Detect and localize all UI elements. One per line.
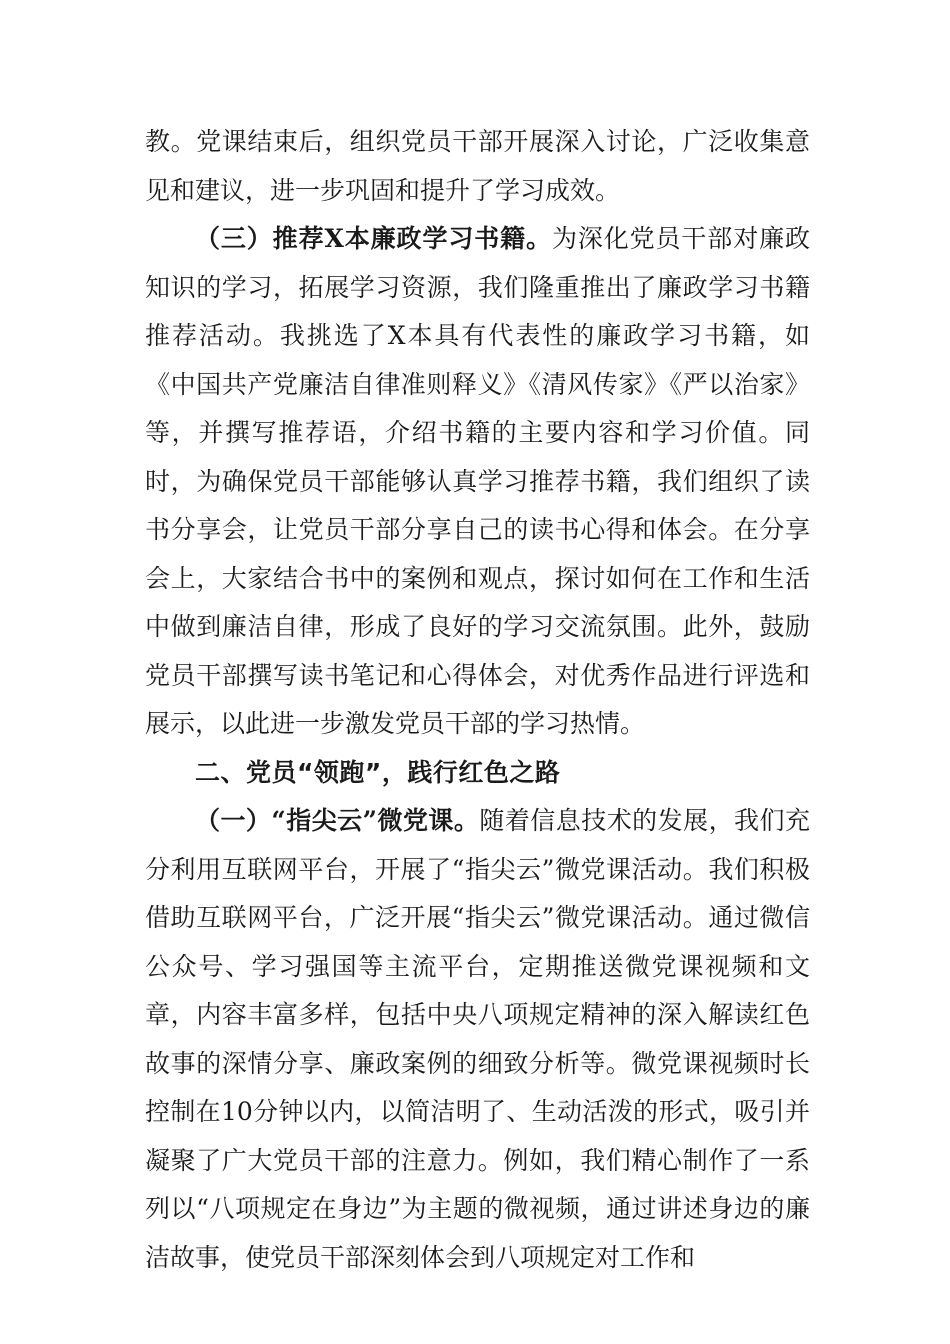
paragraph-text: 教。党课结束后，组织党员干部开展深入讨论，广泛收集意见和建议，进一步巩固和提升了学习成效。 — [145, 127, 810, 205]
paragraph-book-recommendation — [145, 215, 810, 749]
section-heading: 二、党员“领跑”，践行红色之路 — [195, 757, 561, 787]
document-body — [145, 118, 810, 1282]
paragraph-text: 随着信息技术的发展，我们充分利用互联网平台，开展了“指尖云”微党课活动。我们积极借助互联网平台，广泛开展“指尖云”微党课活动。通过微信公众号、学习强国等主流平台，定期推送微党课视频和文章，内容丰富多样，包括中央八项规定精神的深入解读红色故事的深情分享、廉政案例的细致分析等。微党课视频时长控制在10分钟以内，以简洁明了、生动活泼的形式，吸引并凝聚了广大党员干部的注意力。例如，我们精心制作了一系列以“八项规定在身边”为主题的微视频，通过讲述身边的廉洁故事，使党员干部深刻体会到八项规定对工作和 — [145, 806, 810, 1272]
subsection-heading: （一）“指尖云”微党课。 — [195, 806, 480, 835]
paragraph-continuation — [145, 118, 810, 215]
subsection-heading: （三）推荐X本廉政学习书籍。 — [195, 224, 552, 253]
paragraph-micro-party-lesson — [145, 797, 810, 1282]
paragraph-text: 为深化党员干部对廉政知识的学习，拓展学习资源，我们隆重推出了廉政学习书籍推荐活动。我挑选了X本具有代表性的廉政学习书籍，如《中国共产党廉洁自律准则释义》《清风传家》《严以治家》等，并撰写推荐语，介绍书籍的主要内容和学习价值。同时，为确保党员干部能够认真学习推荐书籍，我们组织了读书分享会，让党员干部分享自己的读书心得和体会。在分享会上，大家结合书中的案例和观点，探讨如何在工作和生活中做到廉洁自律，形成了良好的学习交流氛围。此外，鼓励党员干部撰写读书笔记和心得体会，对优秀作品进行评选和展示，以此进一步激发党员干部的学习热情。 — [145, 224, 810, 738]
